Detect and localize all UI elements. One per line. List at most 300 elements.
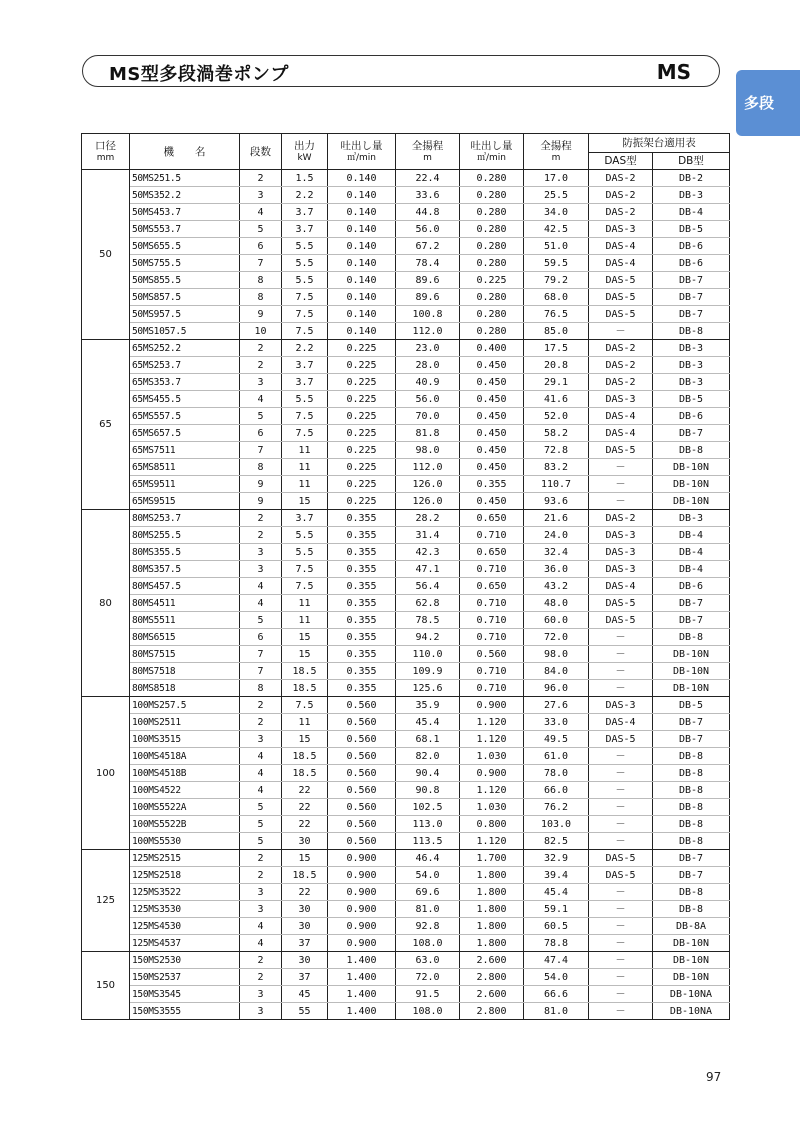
power-cell: 22 <box>282 799 328 816</box>
power-cell: 22 <box>282 884 328 901</box>
db-frame-cell: DB-6 <box>653 408 730 425</box>
flow-2-cell: 1.030 <box>460 799 524 816</box>
table-row <box>82 272 730 289</box>
flow-1-cell: 0.225 <box>328 391 396 408</box>
flow-2-cell: 1.800 <box>460 901 524 918</box>
das-frame-cell: DAS-2 <box>589 510 653 527</box>
head-2-cell: 34.0 <box>524 204 589 221</box>
model-cell: 65MS8511 <box>130 459 240 476</box>
head-2-cell: 85.0 <box>524 323 589 340</box>
flow-2-cell: 0.450 <box>460 408 524 425</box>
header-stages: 段数 <box>240 134 282 170</box>
das-frame-cell: － <box>589 476 653 493</box>
model-cell: 80MS7518 <box>130 663 240 680</box>
head-2-cell: 81.0 <box>524 1003 589 1020</box>
model-cell: 125MS4537 <box>130 935 240 952</box>
table-row <box>82 1003 730 1020</box>
flow-2-cell: 2.800 <box>460 1003 524 1020</box>
flow-1-cell: 0.560 <box>328 714 396 731</box>
head-2-cell: 60.5 <box>524 918 589 935</box>
stages-cell: 4 <box>240 595 282 612</box>
stages-cell: 10 <box>240 323 282 340</box>
head-1-cell: 31.4 <box>396 527 460 544</box>
head-1-cell: 102.5 <box>396 799 460 816</box>
stages-cell: 2 <box>240 714 282 731</box>
db-frame-cell: DB-8 <box>653 799 730 816</box>
stages-cell: 5 <box>240 833 282 850</box>
db-frame-cell: DB-8 <box>653 442 730 459</box>
header-model: 機 名 <box>130 134 240 170</box>
head-2-cell: 20.8 <box>524 357 589 374</box>
db-frame-cell: DB-10N <box>653 952 730 969</box>
stages-cell: 3 <box>240 884 282 901</box>
bore-cell: 50 <box>82 170 130 340</box>
db-frame-cell: DB-8 <box>653 765 730 782</box>
head-2-cell: 93.6 <box>524 493 589 510</box>
bore-cell: 125 <box>82 850 130 952</box>
flow-2-cell: 0.710 <box>460 663 524 680</box>
header-power: 出力 kW <box>282 134 328 170</box>
flow-2-cell: 0.560 <box>460 646 524 663</box>
model-cell: 100MS5530 <box>130 833 240 850</box>
das-frame-cell: DAS-2 <box>589 357 653 374</box>
stages-cell: 5 <box>240 221 282 238</box>
power-cell: 2.2 <box>282 340 328 357</box>
table-row <box>82 510 730 527</box>
head-2-cell: 96.0 <box>524 680 589 697</box>
head-2-cell: 76.2 <box>524 799 589 816</box>
flow-1-cell: 0.140 <box>328 204 396 221</box>
db-frame-cell: DB-4 <box>653 204 730 221</box>
power-cell: 15 <box>282 731 328 748</box>
flow-2-cell: 0.280 <box>460 187 524 204</box>
db-frame-cell: DB-8A <box>653 918 730 935</box>
power-cell: 7.5 <box>282 425 328 442</box>
flow-2-cell: 2.600 <box>460 986 524 1003</box>
table-row <box>82 799 730 816</box>
table-row <box>82 306 730 323</box>
head-1-cell: 33.6 <box>396 187 460 204</box>
bore-cell: 150 <box>82 952 130 1020</box>
head-1-cell: 54.0 <box>396 867 460 884</box>
head-1-cell: 42.3 <box>396 544 460 561</box>
stages-cell: 4 <box>240 578 282 595</box>
stages-cell: 9 <box>240 493 282 510</box>
stages-cell: 4 <box>240 765 282 782</box>
head-1-cell: 108.0 <box>396 1003 460 1020</box>
db-frame-cell: DB-6 <box>653 578 730 595</box>
stages-cell: 9 <box>240 306 282 323</box>
head-1-cell: 56.4 <box>396 578 460 595</box>
das-frame-cell: － <box>589 646 653 663</box>
stages-cell: 2 <box>240 952 282 969</box>
db-frame-cell: DB-10N <box>653 459 730 476</box>
flow-2-cell: 1.120 <box>460 782 524 799</box>
table-row <box>82 561 730 578</box>
das-frame-cell: － <box>589 986 653 1003</box>
table-row <box>82 748 730 765</box>
table-row <box>82 765 730 782</box>
table-row <box>82 204 730 221</box>
head-2-cell: 43.2 <box>524 578 589 595</box>
model-cell: 80MS4511 <box>130 595 240 612</box>
stages-cell: 4 <box>240 748 282 765</box>
db-frame-cell: DB-10N <box>653 493 730 510</box>
flow-1-cell: 0.900 <box>328 867 396 884</box>
flow-2-cell: 0.400 <box>460 340 524 357</box>
head-1-cell: 56.0 <box>396 221 460 238</box>
stages-cell: 8 <box>240 459 282 476</box>
spec-table <box>81 133 730 1020</box>
db-frame-cell: DB-10N <box>653 935 730 952</box>
model-cell: 150MS2537 <box>130 969 240 986</box>
table-row <box>82 680 730 697</box>
flow-2-cell: 1.800 <box>460 884 524 901</box>
das-frame-cell: － <box>589 833 653 850</box>
flow-2-cell: 0.710 <box>460 612 524 629</box>
spec-table-body <box>82 170 730 1020</box>
power-cell: 1.5 <box>282 170 328 187</box>
power-cell: 2.2 <box>282 187 328 204</box>
head-1-cell: 22.4 <box>396 170 460 187</box>
das-frame-cell: － <box>589 323 653 340</box>
table-row <box>82 969 730 986</box>
flow-2-cell: 1.800 <box>460 918 524 935</box>
flow-2-cell: 0.225 <box>460 272 524 289</box>
header-head-2: 全揚程 m <box>524 134 589 170</box>
power-cell: 5.5 <box>282 527 328 544</box>
stages-cell: 4 <box>240 935 282 952</box>
head-1-cell: 67.2 <box>396 238 460 255</box>
model-cell: 100MS4518B <box>130 765 240 782</box>
table-row <box>82 697 730 714</box>
header-flow-2: 吐出し量 ㎥/min <box>460 134 524 170</box>
table-row <box>82 493 730 510</box>
stages-cell: 2 <box>240 697 282 714</box>
head-2-cell: 78.8 <box>524 935 589 952</box>
model-cell: 150MS3545 <box>130 986 240 1003</box>
db-frame-cell: DB-10N <box>653 969 730 986</box>
flow-2-cell: 2.800 <box>460 969 524 986</box>
stages-cell: 3 <box>240 187 282 204</box>
das-frame-cell: DAS-2 <box>589 374 653 391</box>
head-2-cell: 72.8 <box>524 442 589 459</box>
head-1-cell: 78.4 <box>396 255 460 272</box>
db-frame-cell: DB-7 <box>653 731 730 748</box>
db-frame-cell: DB-7 <box>653 306 730 323</box>
stages-cell: 2 <box>240 969 282 986</box>
flow-1-cell: 0.560 <box>328 833 396 850</box>
flow-2-cell: 0.710 <box>460 629 524 646</box>
table-row <box>82 289 730 306</box>
model-cell: 80MS253.7 <box>130 510 240 527</box>
head-1-cell: 35.9 <box>396 697 460 714</box>
db-frame-cell: DB-4 <box>653 527 730 544</box>
power-cell: 18.5 <box>282 748 328 765</box>
flow-1-cell: 0.560 <box>328 816 396 833</box>
flow-1-cell: 0.355 <box>328 561 396 578</box>
model-cell: 50MS857.5 <box>130 289 240 306</box>
head-2-cell: 83.2 <box>524 459 589 476</box>
power-cell: 7.5 <box>282 289 328 306</box>
table-row <box>82 918 730 935</box>
power-cell: 3.7 <box>282 204 328 221</box>
stages-cell: 2 <box>240 510 282 527</box>
head-2-cell: 51.0 <box>524 238 589 255</box>
flow-1-cell: 0.355 <box>328 629 396 646</box>
das-frame-cell: － <box>589 884 653 901</box>
head-1-cell: 28.2 <box>396 510 460 527</box>
model-cell: 150MS2530 <box>130 952 240 969</box>
db-frame-cell: DB-7 <box>653 612 730 629</box>
das-frame-cell: － <box>589 935 653 952</box>
flow-2-cell: 0.710 <box>460 680 524 697</box>
model-cell: 80MS7515 <box>130 646 240 663</box>
flow-2-cell: 0.280 <box>460 306 524 323</box>
stages-cell: 8 <box>240 272 282 289</box>
stages-cell: 4 <box>240 782 282 799</box>
head-1-cell: 56.0 <box>396 391 460 408</box>
power-cell: 3.7 <box>282 510 328 527</box>
head-2-cell: 24.0 <box>524 527 589 544</box>
head-1-cell: 89.6 <box>396 272 460 289</box>
das-frame-cell: DAS-4 <box>589 714 653 731</box>
flow-1-cell: 0.140 <box>328 289 396 306</box>
flow-1-cell: 0.355 <box>328 510 396 527</box>
model-cell: 125MS3530 <box>130 901 240 918</box>
das-frame-cell: － <box>589 493 653 510</box>
flow-1-cell: 0.355 <box>328 612 396 629</box>
head-1-cell: 78.5 <box>396 612 460 629</box>
model-cell: 80MS5511 <box>130 612 240 629</box>
flow-2-cell: 0.280 <box>460 323 524 340</box>
head-1-cell: 91.5 <box>396 986 460 1003</box>
table-row <box>82 459 730 476</box>
db-frame-cell: DB-8 <box>653 748 730 765</box>
bore-cell: 65 <box>82 340 130 510</box>
das-frame-cell: DAS-4 <box>589 425 653 442</box>
stages-cell: 2 <box>240 527 282 544</box>
db-frame-cell: DB-10N <box>653 663 730 680</box>
head-1-cell: 109.9 <box>396 663 460 680</box>
model-cell: 50MS251.5 <box>130 170 240 187</box>
das-frame-cell: － <box>589 459 653 476</box>
head-2-cell: 42.5 <box>524 221 589 238</box>
model-cell: 50MS855.5 <box>130 272 240 289</box>
table-row <box>82 816 730 833</box>
flow-2-cell: 0.450 <box>460 459 524 476</box>
table-row <box>82 578 730 595</box>
stages-cell: 6 <box>240 425 282 442</box>
header-flow-1: 吐出し量 ㎥/min <box>328 134 396 170</box>
db-frame-cell: DB-3 <box>653 510 730 527</box>
das-frame-cell: － <box>589 969 653 986</box>
series-code: MS <box>656 60 691 84</box>
head-1-cell: 113.0 <box>396 816 460 833</box>
flow-2-cell: 0.450 <box>460 357 524 374</box>
head-1-cell: 47.1 <box>396 561 460 578</box>
db-frame-cell: DB-8 <box>653 782 730 799</box>
power-cell: 3.7 <box>282 374 328 391</box>
flow-1-cell: 0.560 <box>328 765 396 782</box>
head-1-cell: 92.8 <box>396 918 460 935</box>
stages-cell: 3 <box>240 561 282 578</box>
side-index-tab[interactable] <box>736 70 800 136</box>
head-1-cell: 126.0 <box>396 476 460 493</box>
table-row <box>82 833 730 850</box>
flow-2-cell: 0.710 <box>460 561 524 578</box>
model-cell: 65MS9515 <box>130 493 240 510</box>
stages-cell: 8 <box>240 289 282 306</box>
db-frame-cell: DB-5 <box>653 221 730 238</box>
flow-2-cell: 2.600 <box>460 952 524 969</box>
flow-2-cell: 0.800 <box>460 816 524 833</box>
db-frame-cell: DB-10NA <box>653 986 730 1003</box>
power-cell: 55 <box>282 1003 328 1020</box>
db-frame-cell: DB-4 <box>653 561 730 578</box>
power-cell: 15 <box>282 646 328 663</box>
db-frame-cell: DB-8 <box>653 323 730 340</box>
flow-2-cell: 0.450 <box>460 442 524 459</box>
head-2-cell: 41.6 <box>524 391 589 408</box>
flow-1-cell: 0.355 <box>328 663 396 680</box>
flow-1-cell: 0.355 <box>328 680 396 697</box>
das-frame-cell: － <box>589 1003 653 1020</box>
head-1-cell: 28.0 <box>396 357 460 374</box>
table-row <box>82 612 730 629</box>
table-row <box>82 646 730 663</box>
model-cell: 80MS255.5 <box>130 527 240 544</box>
power-cell: 7.5 <box>282 408 328 425</box>
head-2-cell: 17.5 <box>524 340 589 357</box>
table-row <box>82 425 730 442</box>
das-frame-cell: － <box>589 918 653 935</box>
flow-2-cell: 0.450 <box>460 391 524 408</box>
page-title: MS型多段渦巻ポンプ <box>109 64 289 85</box>
head-2-cell: 59.1 <box>524 901 589 918</box>
head-1-cell: 98.0 <box>396 442 460 459</box>
flow-1-cell: 0.140 <box>328 255 396 272</box>
head-2-cell: 78.0 <box>524 765 589 782</box>
flow-2-cell: 1.120 <box>460 714 524 731</box>
db-frame-cell: DB-7 <box>653 595 730 612</box>
table-row <box>82 595 730 612</box>
model-cell: 80MS355.5 <box>130 544 240 561</box>
stages-cell: 4 <box>240 391 282 408</box>
power-cell: 37 <box>282 969 328 986</box>
das-frame-cell: － <box>589 765 653 782</box>
db-frame-cell: DB-7 <box>653 714 730 731</box>
header-bore: 口径 mm <box>82 134 130 170</box>
head-1-cell: 45.4 <box>396 714 460 731</box>
das-frame-cell: － <box>589 901 653 918</box>
model-cell: 125MS4530 <box>130 918 240 935</box>
flow-2-cell: 1.120 <box>460 833 524 850</box>
table-row <box>82 714 730 731</box>
table-row <box>82 323 730 340</box>
db-frame-cell: DB-6 <box>653 255 730 272</box>
flow-1-cell: 0.560 <box>328 731 396 748</box>
db-frame-cell: DB-10N <box>653 476 730 493</box>
das-frame-cell: DAS-2 <box>589 340 653 357</box>
head-2-cell: 32.9 <box>524 850 589 867</box>
model-cell: 50MS755.5 <box>130 255 240 272</box>
header-frame: 防振架台適用表 <box>589 134 730 153</box>
flow-1-cell: 0.140 <box>328 187 396 204</box>
db-frame-cell: DB-6 <box>653 238 730 255</box>
das-frame-cell: DAS-2 <box>589 187 653 204</box>
das-frame-cell: DAS-5 <box>589 306 653 323</box>
table-row <box>82 340 730 357</box>
db-frame-cell: DB-7 <box>653 867 730 884</box>
model-cell: 100MS4518A <box>130 748 240 765</box>
head-2-cell: 61.0 <box>524 748 589 765</box>
db-frame-cell: DB-4 <box>653 544 730 561</box>
power-cell: 7.5 <box>282 578 328 595</box>
flow-2-cell: 0.280 <box>460 255 524 272</box>
head-2-cell: 110.7 <box>524 476 589 493</box>
power-cell: 30 <box>282 901 328 918</box>
table-row <box>82 850 730 867</box>
head-1-cell: 46.4 <box>396 850 460 867</box>
stages-cell: 7 <box>240 442 282 459</box>
power-cell: 30 <box>282 833 328 850</box>
flow-1-cell: 0.140 <box>328 323 396 340</box>
head-1-cell: 89.6 <box>396 289 460 306</box>
flow-2-cell: 0.280 <box>460 289 524 306</box>
page-number: 97 <box>706 1070 722 1084</box>
head-2-cell: 32.4 <box>524 544 589 561</box>
flow-2-cell: 0.900 <box>460 765 524 782</box>
stages-cell: 9 <box>240 476 282 493</box>
flow-1-cell: 0.900 <box>328 901 396 918</box>
flow-1-cell: 0.355 <box>328 527 396 544</box>
db-frame-cell: DB-8 <box>653 884 730 901</box>
table-row <box>82 374 730 391</box>
head-1-cell: 81.0 <box>396 901 460 918</box>
flow-1-cell: 0.900 <box>328 935 396 952</box>
model-cell: 50MS1057.5 <box>130 323 240 340</box>
flow-1-cell: 0.900 <box>328 884 396 901</box>
head-2-cell: 39.4 <box>524 867 589 884</box>
das-frame-cell: － <box>589 663 653 680</box>
power-cell: 5.5 <box>282 391 328 408</box>
power-cell: 30 <box>282 952 328 969</box>
stages-cell: 2 <box>240 340 282 357</box>
power-cell: 45 <box>282 986 328 1003</box>
das-frame-cell: DAS-3 <box>589 561 653 578</box>
power-cell: 15 <box>282 493 328 510</box>
power-cell: 5.5 <box>282 272 328 289</box>
model-cell: 125MS2515 <box>130 850 240 867</box>
flow-2-cell: 0.280 <box>460 221 524 238</box>
head-2-cell: 49.5 <box>524 731 589 748</box>
head-1-cell: 62.8 <box>396 595 460 612</box>
stages-cell: 3 <box>240 544 282 561</box>
flow-1-cell: 0.225 <box>328 425 396 442</box>
head-2-cell: 76.5 <box>524 306 589 323</box>
power-cell: 3.7 <box>282 221 328 238</box>
flow-2-cell: 0.280 <box>460 204 524 221</box>
das-frame-cell: DAS-2 <box>589 170 653 187</box>
power-cell: 7.5 <box>282 306 328 323</box>
stages-cell: 8 <box>240 680 282 697</box>
flow-2-cell: 0.710 <box>460 595 524 612</box>
das-frame-cell: DAS-4 <box>589 238 653 255</box>
flow-2-cell: 0.900 <box>460 697 524 714</box>
db-frame-cell: DB-3 <box>653 357 730 374</box>
power-cell: 7.5 <box>282 323 328 340</box>
